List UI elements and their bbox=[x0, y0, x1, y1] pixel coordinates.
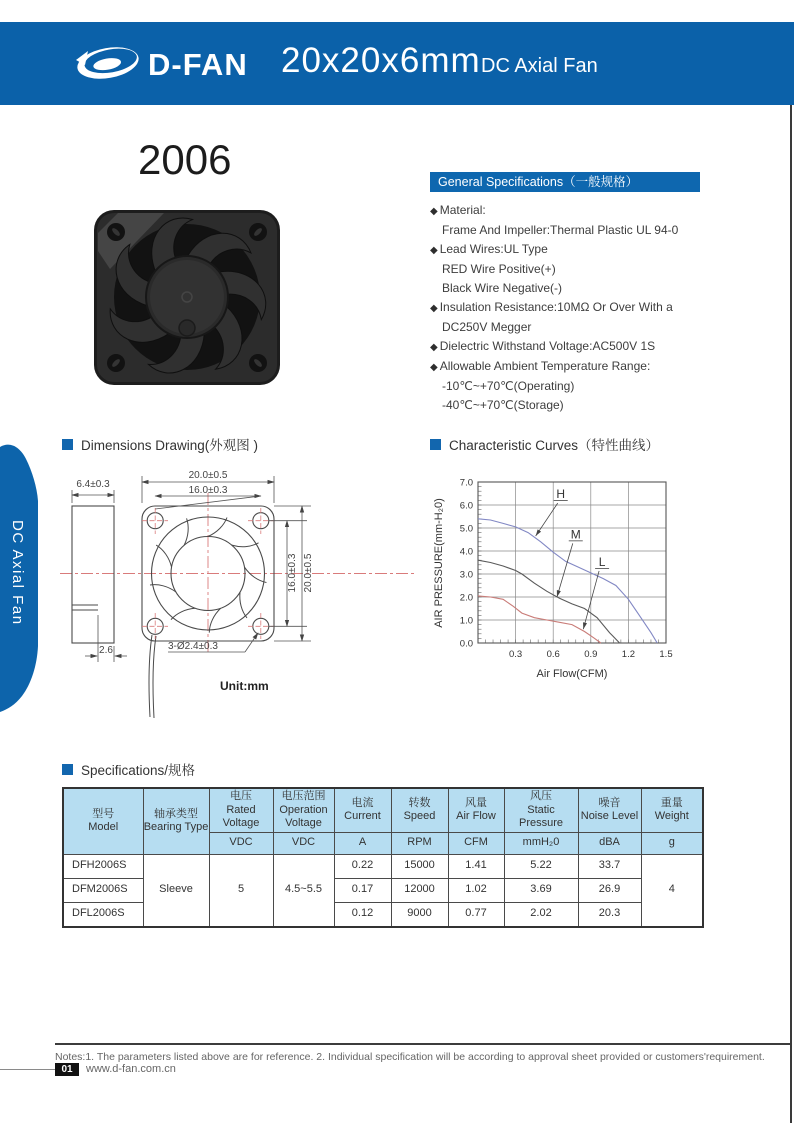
cell-noise: 20.3 bbox=[578, 902, 641, 927]
svg-text:6.0: 6.0 bbox=[459, 500, 473, 512]
dim-hole-pitch-h: 16.0±0.3 bbox=[188, 485, 228, 496]
svg-text:1.5: 1.5 bbox=[659, 649, 673, 660]
unit-cell: dBA bbox=[578, 832, 641, 854]
svg-text:M: M bbox=[570, 527, 581, 542]
page-subtitle: DC Axial Fan bbox=[481, 55, 598, 77]
svg-text:1.0: 1.0 bbox=[459, 615, 473, 627]
section-heading-label: Dimensions Drawing(外观图 ) bbox=[81, 438, 259, 453]
dim-hole-pitch-v: 16.0±0.3 bbox=[287, 553, 298, 593]
svg-text:4.0: 4.0 bbox=[459, 546, 473, 558]
chart-frame bbox=[478, 482, 666, 643]
dim-holes: 3-Ø2.4±0.3 bbox=[168, 641, 218, 652]
col-header-rated-voltage: 电压 Rated Voltage bbox=[209, 788, 273, 832]
diamond-bullet-icon: ◆ bbox=[430, 303, 438, 314]
col-header-pressure: 风压 Static Pressure bbox=[504, 788, 578, 832]
svg-text:0.3: 0.3 bbox=[508, 649, 523, 660]
fan-swoosh-icon bbox=[74, 39, 144, 87]
chart-curve-labels bbox=[536, 487, 609, 629]
spec-line: -40℃~+70℃(Storage) bbox=[442, 398, 564, 412]
section-heading-label: Characteristic Curves（特性曲线） bbox=[449, 438, 660, 453]
svg-text:7.0: 7.0 bbox=[459, 477, 473, 489]
page-edge-line bbox=[790, 105, 792, 1123]
table-row bbox=[63, 854, 703, 878]
spec-line: Black Wire Negative(-) bbox=[442, 281, 563, 295]
cell-bearing: Sleeve bbox=[143, 854, 209, 927]
diamond-bullet-icon: ◆ bbox=[430, 245, 438, 256]
chart-series bbox=[478, 519, 657, 643]
cell-speed: 15000 bbox=[391, 854, 448, 878]
col-header-current: 电流 Current bbox=[334, 788, 391, 832]
page-number-badge: 01 bbox=[55, 1063, 79, 1076]
svg-text:1.2: 1.2 bbox=[621, 649, 636, 660]
dim-unit: Unit:mm bbox=[220, 679, 269, 693]
hub-mold-dot bbox=[179, 320, 195, 336]
characteristic-curves-chart bbox=[430, 455, 730, 690]
model-number: 2006 bbox=[138, 136, 232, 183]
spec-line: RED Wire Positive(+) bbox=[442, 262, 556, 276]
cell-airflow: 1.02 bbox=[448, 878, 504, 902]
section-heading-curves bbox=[430, 434, 659, 454]
footer-line bbox=[0, 1069, 55, 1070]
dim-outer-width: 20.0±0.5 bbox=[188, 470, 228, 481]
specifications-table bbox=[62, 787, 704, 928]
cell-pressure: 5.22 bbox=[504, 854, 578, 878]
cell-speed: 12000 bbox=[391, 878, 448, 902]
unit-cell: VDC bbox=[273, 832, 334, 854]
product-photo-fan bbox=[88, 203, 288, 393]
dimensions-drawing bbox=[55, 465, 425, 760]
svg-text:0.0: 0.0 bbox=[459, 638, 473, 650]
general-specs-header: General Specifications（一般规格） bbox=[430, 172, 700, 192]
notes-text: Notes:1. The parameters listed above are for reference. 2. Individual specification will be according to approval sheet provided or customers'requirement. bbox=[55, 1051, 765, 1063]
front-dims bbox=[142, 476, 311, 652]
section-heading-label: Specifications/规格 bbox=[81, 763, 196, 778]
cell-pressure: 3.69 bbox=[504, 878, 578, 902]
y-axis-title: AIR PRESSURE(mm-H₂0) bbox=[433, 498, 445, 628]
section-heading-specifications bbox=[62, 759, 195, 779]
general-specs-list bbox=[430, 201, 775, 415]
website-url: www.d-fan.com.cn bbox=[86, 1063, 176, 1075]
spec-line: ◆ Insulation Resistance:10MΩ Or Over With a bbox=[430, 300, 673, 314]
dim-outer-height: 20.0±0.5 bbox=[303, 553, 314, 593]
cell-current: 0.22 bbox=[334, 854, 391, 878]
cell-speed: 9000 bbox=[391, 902, 448, 927]
spec-line: -10℃~+70℃(Operating) bbox=[442, 379, 575, 393]
col-header-speed: 转数 Speed bbox=[391, 788, 448, 832]
svg-text:0.6: 0.6 bbox=[546, 649, 560, 660]
col-header-noise: 噪音 Noise Level bbox=[578, 788, 641, 832]
notes-divider bbox=[55, 1043, 792, 1045]
spec-line: DC250V Megger bbox=[442, 320, 532, 334]
cell-noise: 26.9 bbox=[578, 878, 641, 902]
diamond-bullet-icon: ◆ bbox=[430, 206, 438, 217]
section-heading-dimensions bbox=[62, 434, 258, 454]
col-header-operation-voltage: 电压范围 Operation Voltage bbox=[273, 788, 334, 832]
cell-rated-voltage: 5 bbox=[209, 854, 273, 927]
cell-current: 0.17 bbox=[334, 878, 391, 902]
section-marker-icon bbox=[62, 439, 73, 450]
unit-cell: CFM bbox=[448, 832, 504, 854]
cell-noise: 33.7 bbox=[578, 854, 641, 878]
cell-airflow: 0.77 bbox=[448, 902, 504, 927]
cell-model: DFH2006S bbox=[63, 854, 143, 878]
section-marker-icon bbox=[430, 439, 441, 450]
cell-current: 0.12 bbox=[334, 902, 391, 927]
dim-side-width: 6.4±0.3 bbox=[76, 479, 110, 490]
chart-minor-ticks bbox=[478, 487, 658, 643]
spec-line: ◆ Lead Wires:UL Type bbox=[430, 242, 548, 256]
brand-logo-text: D-FAN bbox=[148, 47, 248, 82]
page-title: 20x20x6mm bbox=[281, 41, 481, 80]
unit-cell: A bbox=[334, 832, 391, 854]
unit-cell: VDC bbox=[209, 832, 273, 854]
side-dims bbox=[72, 490, 127, 662]
x-axis-title: Air Flow(CFM) bbox=[536, 668, 608, 680]
diamond-bullet-icon: ◆ bbox=[430, 362, 438, 373]
dim-hub-depth: 2.6 bbox=[99, 645, 113, 656]
col-header-model: 型号 Model bbox=[63, 788, 143, 854]
svg-text:L: L bbox=[598, 554, 606, 569]
col-header-bearing: 轴承类型 Bearing Type bbox=[143, 788, 209, 854]
cell-airflow: 1.41 bbox=[448, 854, 504, 878]
svg-text:3.0: 3.0 bbox=[459, 569, 473, 581]
svg-text:2.0: 2.0 bbox=[459, 592, 473, 604]
side-tab-label: DC Axial Fan bbox=[9, 520, 26, 626]
side-view bbox=[72, 506, 114, 643]
col-header-weight: 重量 Weight bbox=[641, 788, 703, 832]
unit-cell: g bbox=[641, 832, 703, 854]
spec-line: ◆ Material: bbox=[430, 203, 486, 217]
svg-text:0.9: 0.9 bbox=[584, 649, 598, 660]
cell-model: DFM2006S bbox=[63, 878, 143, 902]
cell-model: DFL2006S bbox=[63, 902, 143, 927]
section-marker-icon bbox=[62, 764, 73, 775]
svg-text:5.0: 5.0 bbox=[459, 523, 473, 535]
unit-cell: RPM bbox=[391, 832, 448, 854]
cell-operation-voltage: 4.5~5.5 bbox=[273, 854, 334, 927]
spec-line: ◆ Dielectric Withstand Voltage:AC500V 1S bbox=[430, 339, 656, 353]
cell-weight: 4 bbox=[641, 854, 703, 927]
spec-line: Frame And Impeller:Thermal Plastic UL 94-0 bbox=[442, 223, 679, 237]
cell-pressure: 2.02 bbox=[504, 902, 578, 927]
centerlines bbox=[60, 493, 415, 655]
chart-grid bbox=[478, 482, 666, 643]
svg-text:H: H bbox=[556, 487, 566, 502]
col-header-airflow: 风量 Air Flow bbox=[448, 788, 504, 832]
unit-cell: mmH₂0 bbox=[504, 832, 578, 854]
diamond-bullet-icon: ◆ bbox=[430, 342, 438, 353]
spec-line: ◆ Allowable Ambient Temperature Range: bbox=[430, 359, 651, 373]
